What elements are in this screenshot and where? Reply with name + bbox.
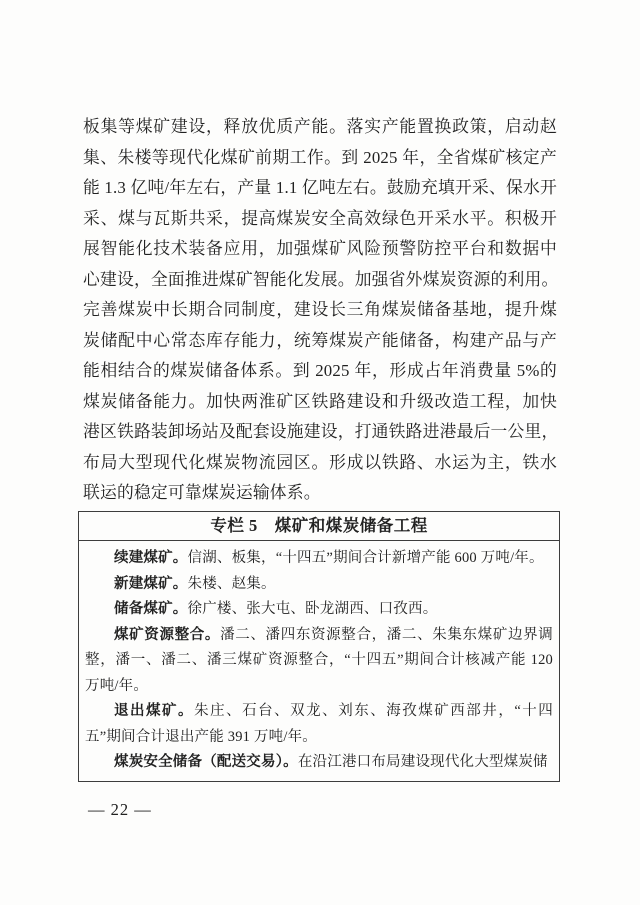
box-item-text: 潘二、潘四东资源整合，潘二、朱集东煤矿边界调整，潘一、潘二、潘三煤矿资源整合，“十四五”期间合计核减产能 120 万吨/年。 <box>85 626 553 694</box>
text-line: 港区铁路装卸场站及配套设施建设，打通铁路进港最后一公里， <box>83 422 559 441</box>
text-line: 布局大型现代化煤炭物流园区。形成以铁路、水运为主，铁水 <box>83 452 557 472</box>
text-line: 联运的稳定可靠煤炭运输体系。 <box>83 483 321 502</box>
page-number: — 22 — <box>88 800 152 819</box>
text-line: 能 1.3 亿吨/年左右，产量 1.1 亿吨左右。鼓励充填开采、保水开 <box>83 178 557 197</box>
text-line: 炭储配中心常态库存能力，统筹煤炭产能储备，构建产品与产 <box>83 330 557 350</box>
box-item-label: 续建煤矿。 <box>114 550 188 566</box>
box-item <box>85 699 553 750</box>
box-item-label: 储备煤矿。 <box>114 601 188 617</box>
box-item <box>85 546 553 572</box>
box-item-label: 煤矿资源整合。 <box>114 626 221 643</box>
box-item <box>85 750 553 776</box>
column-box <box>78 511 560 782</box>
box-item-text: 朱楼、赵集。 <box>187 575 276 592</box>
page-footer <box>88 800 152 820</box>
text-line: 心建设，全面推进煤矿智能化发展。加强省外煤炭资源的利用。 <box>83 269 559 289</box>
box-item-label: 煤炭安全储备（配送交易）。 <box>114 754 298 770</box>
text-line: 完善煤炭中长期合同制度，建设长三角煤炭储备基地，提升煤 <box>83 300 557 319</box>
text-line: 煤炭储备能力。加快两淮矿区铁路建设和升级改造工程，加快 <box>83 391 557 411</box>
box-item-label: 退出煤矿。 <box>114 703 195 719</box>
column-box-body <box>79 541 559 781</box>
box-item-label: 新建煤矿。 <box>114 575 188 592</box>
box-item <box>85 572 553 598</box>
paragraph-continuation <box>83 112 557 509</box>
box-item-text: 信湖、板集，“十四五”期间合计新增产能 600 万吨/年。 <box>187 550 544 566</box>
text-line: 板集等煤矿建设，释放优质产能。落实产能置换政策，启动赵 <box>83 117 557 136</box>
text-line: 展智能化技术装备应用，加强煤矿风险预警防控平台和数据中 <box>83 239 557 258</box>
column-box-title: 专栏 5 煤矿和煤炭储备工程 <box>79 512 559 541</box>
box-item <box>85 597 553 623</box>
text-line: 能相结合的煤炭储备体系。到 2025 年，形成占年消费量 5%的 <box>83 361 557 380</box>
text-line: 集、朱楼等现代化煤矿前期工作。到 2025 年，全省煤矿核定产 <box>83 147 557 167</box>
text-line: 采、煤与瓦斯共采，提高煤炭安全高效绿色开采水平。积极开 <box>83 208 557 228</box>
box-item <box>85 623 553 700</box>
box-item-text: 朱庄、石台、双龙、刘东、海孜煤矿西部井，“十四五”期间合计退出产能 391 万吨/年。 <box>85 703 553 745</box>
box-item-text: 徐广楼、张大屯、卧龙湖西、口孜西。 <box>187 601 438 617</box>
box-item-text: 在沿江港口布局建设现代化大型煤炭储 <box>297 754 548 770</box>
